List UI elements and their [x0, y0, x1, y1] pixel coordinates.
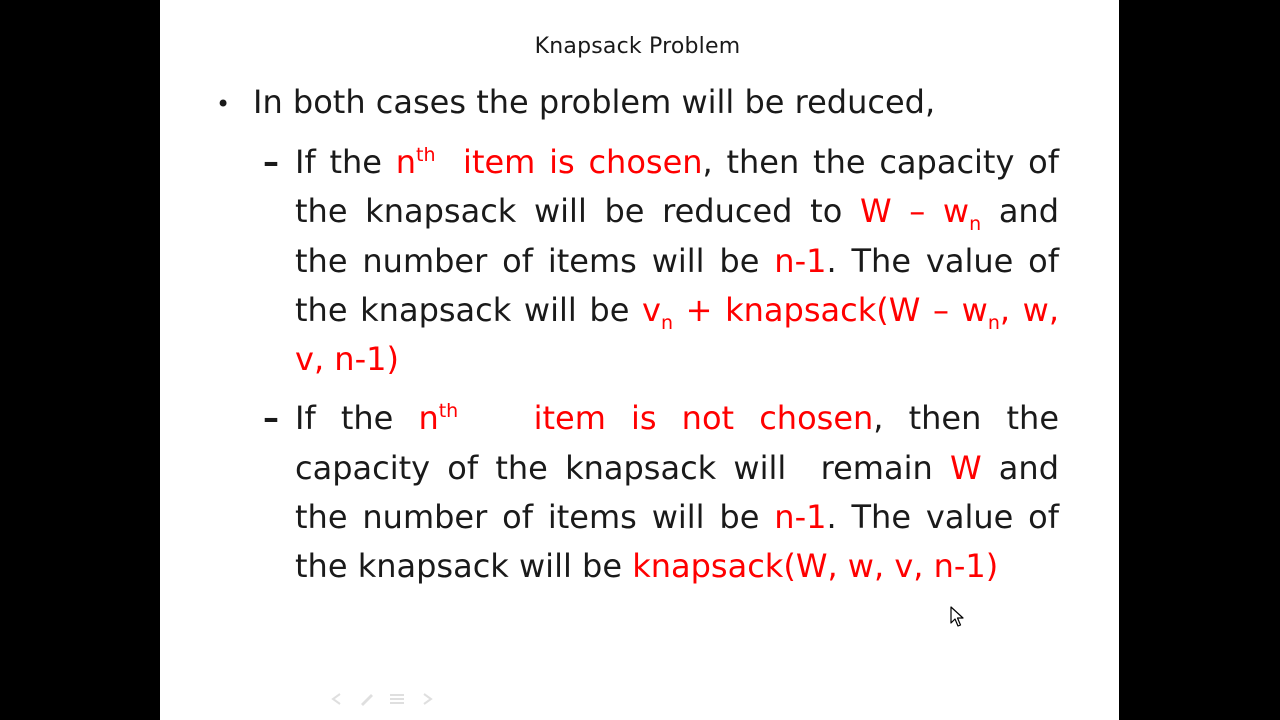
- presentation-slide: [160, 0, 1119, 720]
- case-not-chosen-dash: –: [263, 399, 279, 437]
- case-not-chosen-line-4: the knapsack will be knapsack(W, w, v, n-1): [295, 547, 999, 585]
- next-slide-icon[interactable]: [418, 692, 436, 706]
- slideshow-controls: [328, 692, 436, 706]
- case-chosen-line-2: the knapsack will be reduced to W – $w_n$ and: [295, 192, 1060, 235]
- case-not-chosen-line-1: If the $n^{th}$ item is not chosen, then the: [295, 399, 1060, 437]
- mouse-pointer-icon: [950, 606, 964, 628]
- case-chosen-line-1: If the $n^{th}$ item is chosen, then the capacity of: [295, 143, 1060, 181]
- case-chosen-line-3: the number of items will be n-1. The value of: [295, 242, 1060, 280]
- case-chosen-dash: –: [263, 143, 279, 181]
- case-not-chosen-line-2: capacity of the knapsack will remain W and: [295, 449, 1059, 487]
- case-not-chosen-line-3: the number of items will be n-1. The value of: [295, 498, 1060, 536]
- case-chosen-line-5: v, n-1): [295, 340, 399, 378]
- case-chosen-line-4: the knapsack will be $v_n$ + knapsack(W – $w_n$, w,: [295, 291, 1060, 334]
- pen-icon[interactable]: [358, 692, 376, 706]
- main-bullet-text: In both cases the problem will be reduced,: [253, 83, 936, 121]
- slide-title: Knapsack Problem: [534, 34, 741, 59]
- bullet-marker: •: [216, 90, 231, 118]
- menu-icon[interactable]: [388, 692, 406, 706]
- previous-slide-icon[interactable]: [328, 692, 346, 706]
